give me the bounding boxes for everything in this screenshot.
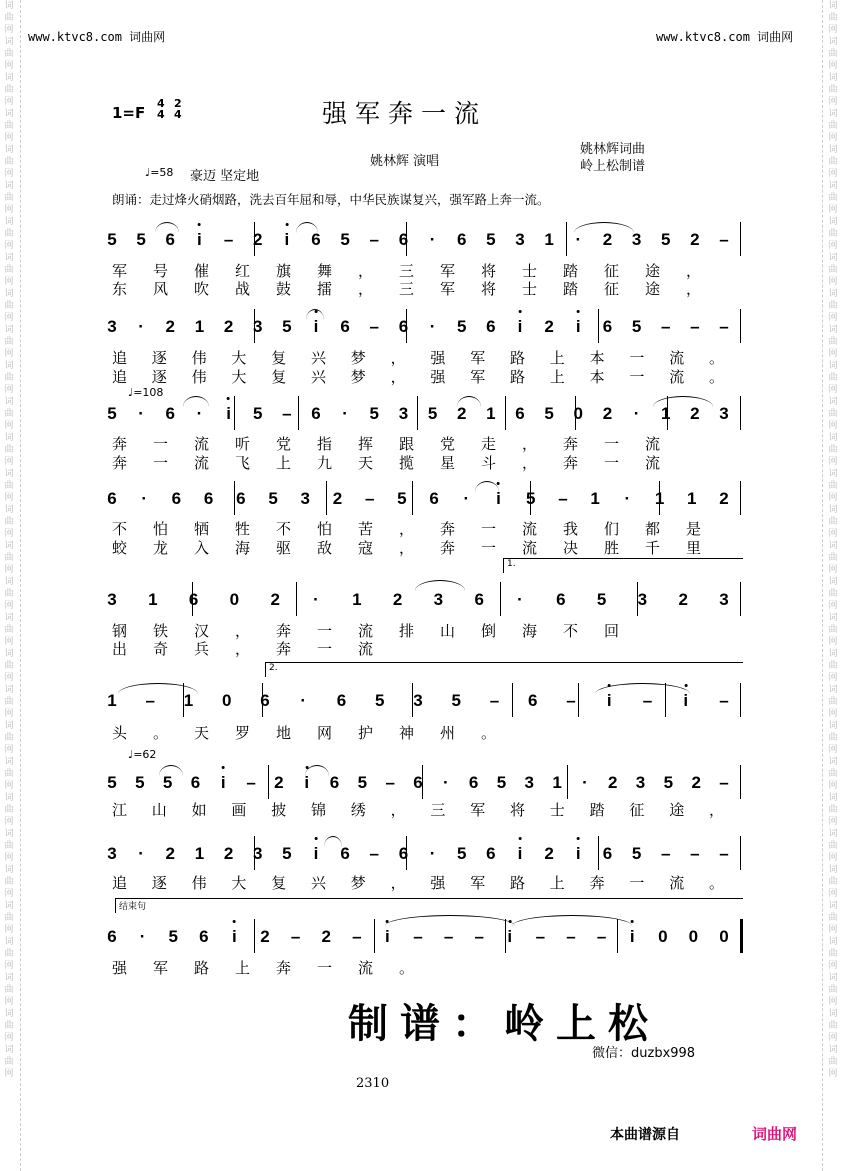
note: 5: [427, 404, 438, 423]
note: 3: [252, 844, 263, 863]
note: 1: [486, 404, 496, 423]
score-row: [0, 228, 842, 258]
note: 6: [515, 404, 525, 423]
note: 5: [526, 489, 536, 508]
note: i: [630, 925, 635, 949]
lyrics-verse-1: 不怕牺牲不怕苦，奔一流我们都是: [112, 520, 728, 538]
credits-composer: 姚林辉词曲: [580, 142, 646, 157]
ending-phrase-label: 结束句: [115, 898, 743, 913]
dash-mark: –: [719, 844, 729, 863]
note: 5: [357, 773, 368, 792]
note: i: [496, 487, 501, 511]
arranger-signature: 制谱：岭上松: [348, 1000, 660, 1047]
note: 5: [631, 844, 642, 863]
note: 1: [544, 230, 554, 249]
note: 5: [663, 773, 674, 792]
note: 5: [660, 230, 671, 249]
note: 2: [252, 230, 263, 249]
bar-line: [578, 683, 579, 717]
dash-mark: –: [290, 927, 301, 946]
lyrics-verse-2: 出奇兵，奔一流: [112, 640, 400, 658]
bar-line: [567, 765, 568, 799]
note: 0: [229, 590, 240, 609]
lyrics-verse-1: 头。天罗地网护神州。: [112, 724, 523, 742]
note: i: [197, 228, 202, 252]
note: 2: [274, 773, 284, 792]
tie-slur: [415, 580, 465, 591]
note: i: [284, 228, 289, 252]
right-margin-line: [822, 0, 823, 1171]
note: 1: [687, 489, 697, 508]
bar-line: [740, 919, 743, 953]
note: 6: [602, 317, 613, 336]
note: 6: [398, 844, 409, 863]
dash-mark: –: [282, 404, 292, 423]
note: 6: [468, 773, 479, 792]
narration-text: 朗诵：走过烽火硝烟路，洗去百年屈和辱，中华民族谋复兴，强军路上奔一流。: [112, 192, 550, 207]
dash-mark: –: [246, 773, 256, 792]
note: 5: [596, 590, 607, 609]
note: 2: [602, 230, 613, 249]
footer-source-label: 本曲谱源自: [610, 1127, 680, 1143]
tempo-marking-2: ♩=108: [128, 386, 164, 399]
note: 0: [658, 927, 668, 946]
note: 2: [332, 489, 343, 508]
note: 3: [515, 230, 525, 249]
note: 2: [260, 927, 270, 946]
bar-line: [412, 683, 413, 717]
note: 2: [165, 317, 176, 336]
note: 2: [544, 844, 554, 863]
note: 6: [486, 317, 496, 336]
note: 2: [223, 317, 234, 336]
dash-mark: –: [558, 489, 568, 508]
note: 5: [451, 691, 461, 710]
dash-mark: –: [385, 773, 395, 792]
note: 2: [165, 844, 176, 863]
tie-slur: [653, 396, 713, 407]
dash-mark: –: [369, 317, 380, 336]
dash-mark: –: [660, 317, 671, 336]
bar-line: [298, 396, 299, 430]
note: 1: [183, 691, 194, 710]
bar-line: [740, 481, 741, 515]
dash-mark: –: [364, 489, 375, 508]
bar-line: [659, 481, 660, 515]
note: 2: [456, 404, 467, 423]
note: 5: [375, 691, 385, 710]
note: 1: [194, 844, 205, 863]
dash-mark: –: [352, 927, 362, 946]
bar-line: [530, 481, 531, 515]
dot-mark: ·: [139, 927, 146, 946]
note: 6: [311, 404, 321, 423]
bar-line: [406, 836, 407, 870]
dot-mark: ·: [575, 230, 582, 249]
lyrics-verse-1: 军号催红旗舞，三军将士踏征途，: [112, 262, 728, 280]
page-number: 2310: [356, 1076, 390, 1091]
side-watermark-left: 词曲网词曲网词曲网词曲网词曲网词曲网词曲网词曲网词曲网词曲网词曲网词曲网词曲网词曲网词曲网词曲网词曲网词曲网词曲网词曲网词曲网词曲网词曲网词曲网词曲网词曲网词曲网词曲网词曲网词曲网: [4, 1, 14, 1079]
lyrics-verse-1: 奔一流听党指挥跟党走，奔一流: [112, 435, 687, 453]
bar-line: [254, 222, 255, 256]
note: i: [226, 402, 231, 426]
bar-line: [254, 919, 255, 953]
bar-line: [406, 222, 407, 256]
dot-mark: ·: [633, 404, 640, 423]
note: 3: [637, 590, 648, 609]
bar-line: [740, 765, 741, 799]
lyrics-verse-1: 追逐伟大复兴梦，强军路上奔一流。: [112, 874, 749, 892]
dot-mark: ·: [196, 404, 203, 423]
note: 5: [544, 404, 554, 423]
note: 6: [398, 317, 409, 336]
note: 6: [456, 230, 467, 249]
note: i: [314, 315, 319, 339]
bar-line: [740, 222, 741, 256]
note: 6: [340, 317, 350, 336]
note: 1: [194, 317, 205, 336]
note: 5: [168, 927, 178, 946]
note: 5: [456, 844, 467, 863]
performer: 姚林辉 演唱: [370, 154, 440, 169]
note: 0: [222, 691, 232, 710]
bar-line: [326, 481, 327, 515]
volta-1: 1.: [503, 558, 743, 573]
bar-line: [598, 309, 599, 343]
tie-slur: [457, 396, 481, 407]
expression-marking: 豪迈 坚定地: [190, 169, 260, 184]
site-header-right[interactable]: www.ktvc8.com 词曲网: [656, 30, 794, 44]
tie-slur: [296, 222, 318, 233]
tie-slur: [324, 836, 342, 847]
dot-mark: ·: [138, 844, 144, 863]
note: 5: [162, 773, 173, 792]
volta-2: 2.: [265, 662, 743, 677]
bar-line: [740, 582, 741, 616]
dash-mark: –: [369, 844, 380, 863]
bar-line: [192, 582, 193, 616]
tie-slur: [118, 683, 198, 694]
note: i: [232, 925, 237, 949]
note: 3: [433, 590, 444, 609]
dash-mark: –: [413, 927, 423, 946]
dot-mark: ·: [300, 691, 307, 710]
tie-slur: [183, 396, 209, 407]
note: 5: [486, 230, 496, 249]
note: 2: [719, 489, 729, 508]
tie-slur: [385, 915, 515, 926]
bar-line: [412, 481, 413, 515]
note: 6: [107, 927, 117, 946]
note: i: [304, 771, 309, 795]
bar-line: [575, 396, 576, 430]
bar-line: [500, 582, 501, 616]
score-row: [0, 588, 842, 618]
tempo-marking-3: ♩=62: [128, 748, 157, 761]
note: 2: [690, 404, 700, 423]
meter-4-4: 4 4: [157, 97, 165, 121]
note: 5: [631, 317, 642, 336]
note: 6: [556, 590, 566, 609]
note: 0: [688, 927, 699, 946]
note: 2: [602, 404, 613, 423]
dash-mark: –: [719, 230, 729, 249]
note: 3: [107, 590, 117, 609]
note: 6: [236, 489, 246, 508]
note: i: [607, 689, 612, 713]
note: 6: [260, 691, 270, 710]
note: 1: [352, 590, 362, 609]
note: 6: [602, 844, 613, 863]
lyrics-verse-2: 追逐伟大复兴梦，强军路上本一流。: [112, 368, 749, 386]
bar-line: [262, 683, 263, 717]
wechat-contact: 微信：duzbx998: [592, 1046, 696, 1061]
dot-mark: ·: [442, 773, 449, 792]
note: 1: [660, 404, 671, 423]
key-signature: 1=F: [112, 104, 146, 122]
tie-slur: [574, 222, 634, 233]
note: 5: [282, 317, 292, 336]
note: i: [518, 315, 523, 339]
note: 6: [311, 230, 321, 249]
dash-mark: –: [474, 927, 484, 946]
bar-line: [254, 836, 255, 870]
note: 1: [107, 691, 117, 710]
tie-slur: [305, 765, 329, 776]
lyrics-verse-2: 东风吹战鼓擂，三军将士踏征途，: [112, 280, 728, 298]
note: 5: [252, 404, 263, 423]
bar-line: [422, 765, 423, 799]
note: 5: [136, 230, 146, 249]
note: 6: [329, 773, 340, 792]
note: 6: [165, 404, 176, 423]
note: 3: [524, 773, 534, 792]
note: 5: [107, 773, 117, 792]
dot-mark: ·: [138, 317, 144, 336]
meter-2-4: 2 4: [174, 97, 182, 121]
bar-line: [505, 396, 506, 430]
lyrics-verse-2: 蛟龙入海驱敌寇，奔一流决胜千里: [112, 539, 728, 557]
note: 2: [607, 773, 618, 792]
footer-site-link[interactable]: 词曲网: [752, 1125, 798, 1143]
note: 3: [635, 773, 646, 792]
lyrics-verse-1: 追逐伟大复兴梦，强军路上本一流。: [112, 349, 749, 367]
note: i: [385, 925, 390, 949]
note: 1: [654, 489, 665, 508]
note: 6: [165, 230, 176, 249]
note: 2: [690, 230, 700, 249]
bar-line: [740, 683, 741, 717]
note: 6: [474, 590, 484, 609]
left-margin-line: [20, 0, 21, 1171]
note: 6: [107, 489, 117, 508]
dash-mark: –: [642, 691, 653, 710]
note: 5: [107, 230, 117, 249]
note: 6: [413, 773, 423, 792]
note: 2: [691, 773, 701, 792]
tie-slur: [155, 222, 179, 233]
note: 2: [270, 590, 280, 609]
note: 6: [398, 230, 409, 249]
credits-arranger: 岭上松制谱: [580, 159, 646, 174]
dash-mark: –: [566, 927, 576, 946]
note: i: [314, 842, 319, 866]
bar-line: [417, 396, 418, 430]
dash-mark: –: [719, 317, 729, 336]
tie-slur: [306, 309, 324, 320]
note: i: [576, 315, 581, 339]
note: 6: [203, 489, 214, 508]
dot-mark: ·: [624, 489, 631, 508]
dot-mark: ·: [582, 773, 588, 792]
note: 2: [392, 590, 403, 609]
tie-slur: [512, 915, 632, 926]
note: 5: [340, 230, 350, 249]
score-row: [0, 315, 842, 345]
bar-line: [234, 481, 235, 515]
dot-mark: ·: [429, 317, 436, 336]
note: 6: [336, 691, 347, 710]
dot-mark: ·: [138, 404, 144, 423]
note: 1: [552, 773, 562, 792]
dash-mark: –: [535, 927, 546, 946]
note: 6: [429, 489, 439, 508]
note: 6: [188, 590, 199, 609]
note: 3: [413, 691, 423, 710]
bar-line: [637, 582, 638, 616]
tempo-marking-1: ♩=58: [145, 166, 174, 179]
lyrics-verse-1: 钢铁汉，奔一流排山倒海不回: [112, 622, 646, 640]
note: 2: [544, 317, 554, 336]
side-watermark-right: 词曲网词曲网词曲网词曲网词曲网词曲网词曲网词曲网词曲网词曲网词曲网词曲网词曲网词曲网词曲网词曲网词曲网词曲网词曲网词曲网词曲网词曲网词曲网词曲网词曲网词曲网词曲网词曲网词曲网词曲网: [828, 1, 838, 1079]
note: 6: [171, 489, 182, 508]
bar-line: [254, 309, 255, 343]
note: 3: [719, 590, 729, 609]
note: 0: [719, 927, 729, 946]
note: 5: [282, 844, 292, 863]
note: 5: [135, 773, 145, 792]
note: 3: [107, 844, 117, 863]
dash-mark: –: [690, 317, 700, 336]
dash-mark: –: [596, 927, 607, 946]
bar-line: [740, 836, 741, 870]
dash-mark: –: [660, 844, 671, 863]
note: 5: [397, 489, 407, 508]
note: i: [221, 771, 226, 795]
note: 3: [107, 317, 117, 336]
tie-slur: [475, 481, 499, 492]
note: i: [518, 842, 523, 866]
note: 5: [107, 404, 117, 423]
dash-mark: –: [719, 691, 729, 710]
note: 3: [631, 230, 642, 249]
score-row: [0, 842, 842, 872]
note: 3: [252, 317, 263, 336]
dash-mark: –: [443, 927, 454, 946]
note: 1: [148, 590, 158, 609]
dot-mark: ·: [141, 489, 148, 508]
lyrics-verse-1: 强军路上奔一流。: [112, 959, 441, 977]
note: 3: [300, 489, 310, 508]
note: 2: [321, 927, 331, 946]
bar-line: [406, 309, 407, 343]
dash-mark: –: [223, 230, 234, 249]
score-row: [0, 402, 842, 432]
dot-mark: ·: [429, 230, 436, 249]
dot-mark: ·: [342, 404, 348, 423]
dash-mark: –: [489, 691, 500, 710]
bar-line: [598, 836, 599, 870]
score-row: [0, 487, 842, 517]
bar-line: [566, 222, 567, 256]
dot-mark: ·: [517, 590, 523, 609]
note: 2: [678, 590, 688, 609]
note: i: [683, 689, 688, 713]
dash-mark: –: [690, 844, 700, 863]
bar-line: [268, 765, 269, 799]
note: 5: [268, 489, 278, 508]
song-title: 强军奔一流: [322, 99, 488, 128]
bar-line: [374, 919, 375, 953]
note: i: [507, 925, 512, 949]
dash-mark: –: [719, 773, 729, 792]
bar-line: [296, 582, 297, 616]
bar-line: [234, 396, 235, 430]
dash-mark: –: [566, 691, 576, 710]
tie-slur: [159, 765, 183, 776]
note: 0: [573, 404, 584, 423]
site-header-left[interactable]: www.ktvc8.com 词曲网: [28, 30, 166, 44]
dot-mark: ·: [429, 844, 436, 863]
score-row: [0, 771, 842, 801]
dot-mark: ·: [313, 590, 319, 609]
note: 6: [199, 927, 209, 946]
note: 6: [190, 773, 201, 792]
note: 3: [719, 404, 729, 423]
note: 5: [496, 773, 507, 792]
lyrics-verse-1: 江山如画披锦绣，三军将士踏征途，: [112, 801, 749, 819]
dash-mark: –: [145, 691, 155, 710]
note: 6: [528, 691, 538, 710]
note: 3: [398, 404, 409, 423]
note: 5: [456, 317, 467, 336]
bar-line: [740, 309, 741, 343]
score-row: [0, 925, 842, 955]
bar-line: [512, 683, 513, 717]
note: 6: [486, 844, 496, 863]
note: 1: [590, 489, 600, 508]
dash-mark: –: [369, 230, 380, 249]
note: 2: [223, 844, 234, 863]
lyrics-verse-2: 奔一流飞上九天揽星斗，奔一流: [112, 454, 687, 472]
note: i: [576, 842, 581, 866]
note: 6: [340, 844, 350, 863]
dot-mark: ·: [463, 489, 470, 508]
bar-line: [740, 396, 741, 430]
note: 5: [369, 404, 380, 423]
